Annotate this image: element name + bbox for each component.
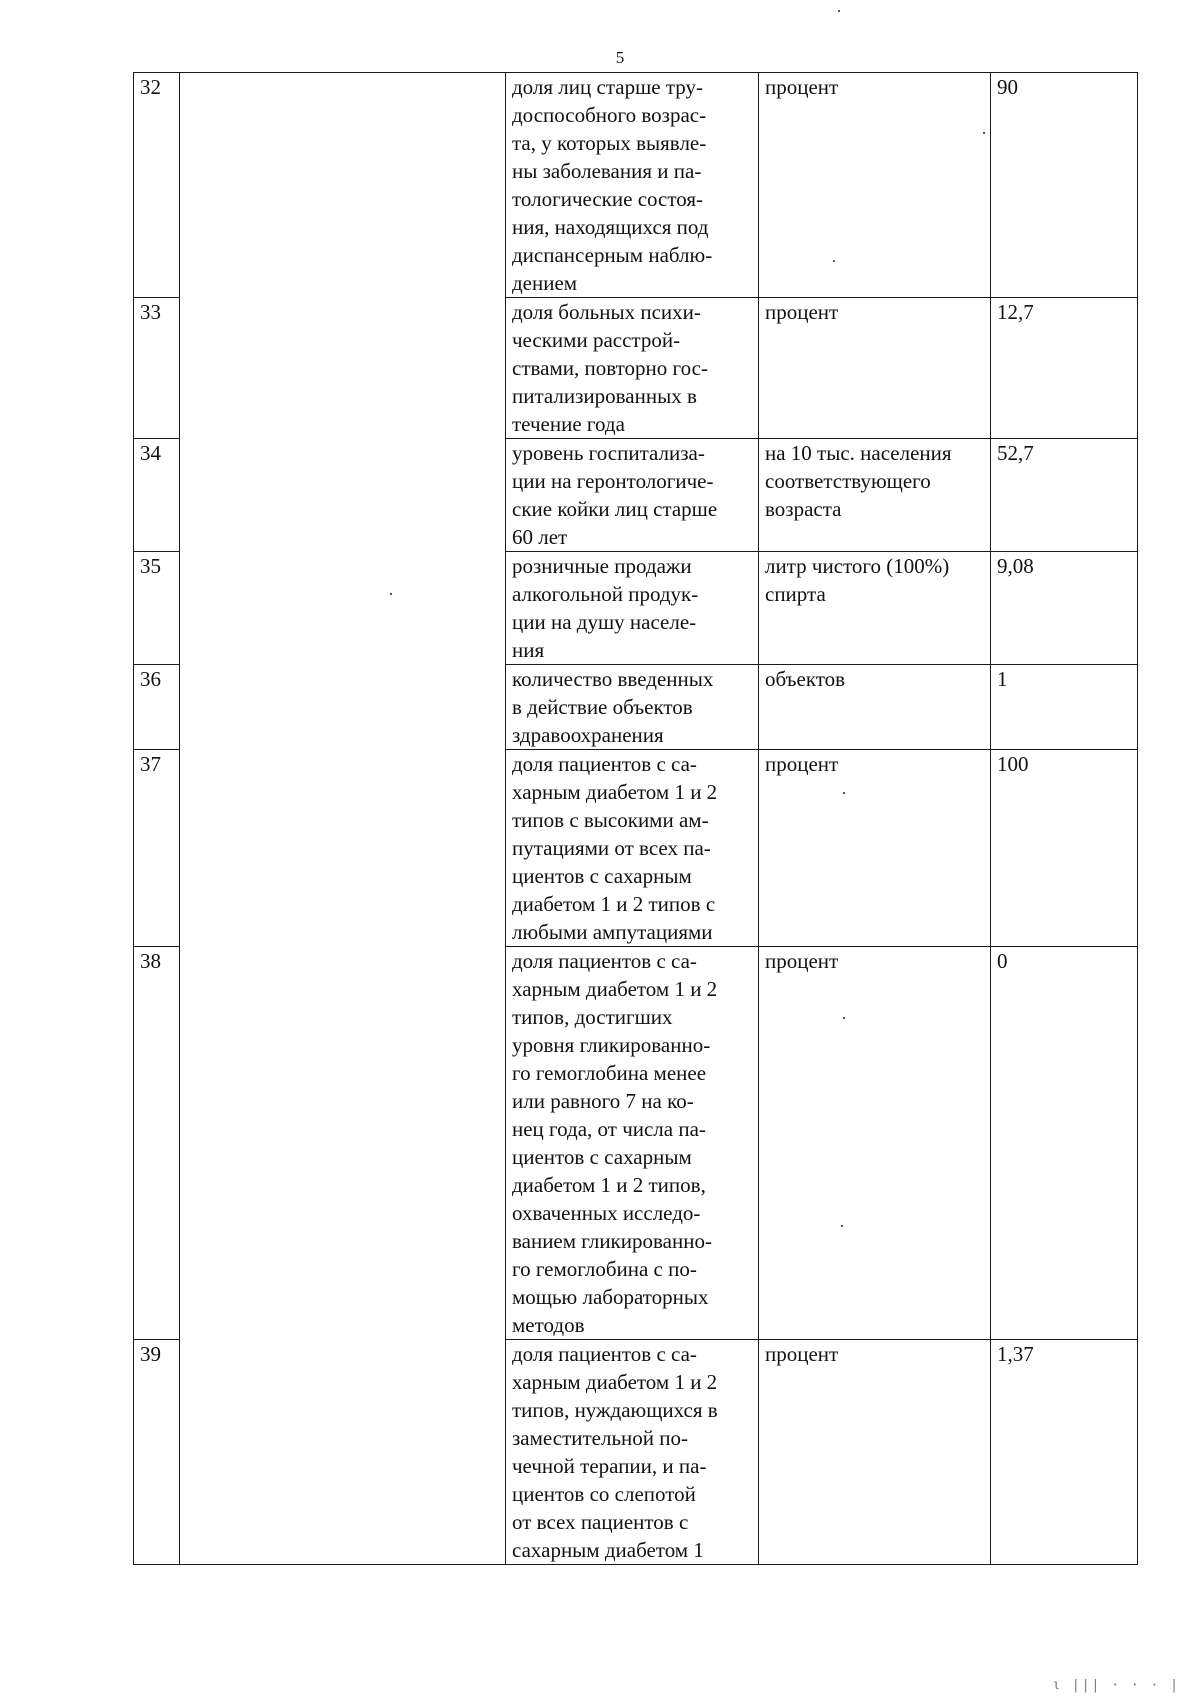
unit-text: процент xyxy=(765,752,839,776)
row-number: 39 xyxy=(140,1342,161,1366)
scan-corner-marks: ι ||| · · · | xyxy=(1052,1678,1180,1693)
page-number: 5 xyxy=(615,48,625,67)
unit-cell xyxy=(759,665,991,750)
unit-text: на 10 тыс. населения соответствующего возраста xyxy=(765,441,952,521)
scan-speck xyxy=(843,792,845,794)
row-number: 38 xyxy=(140,949,161,973)
scan-speck xyxy=(838,10,840,12)
row-number-cell xyxy=(134,1340,180,1565)
row-number-cell xyxy=(134,552,180,665)
value-text: 90 xyxy=(997,75,1018,99)
row-number: 35 xyxy=(140,554,161,578)
value-cell xyxy=(991,439,1138,552)
value-cell xyxy=(991,1340,1138,1565)
indicator-cell xyxy=(506,552,759,665)
indicator-cell xyxy=(506,439,759,552)
row-number-cell xyxy=(134,947,180,1340)
value-cell xyxy=(991,750,1138,947)
value-cell xyxy=(991,552,1138,665)
value-cell xyxy=(991,947,1138,1340)
value-text: 12,7 xyxy=(997,300,1034,324)
table-row xyxy=(134,73,1138,298)
indicator-text: доля пациентов с са- харным диабетом 1 и 2 типов с высокими ам- путациями от всех па- циентов с сахарным диабетом 1 и 2 типов с любыми ампутациями xyxy=(512,752,718,944)
unit-cell xyxy=(759,552,991,665)
value-cell xyxy=(991,73,1138,298)
unit-cell xyxy=(759,947,991,1340)
unit-cell xyxy=(759,298,991,439)
indicator-text: доля больных психи- ческими расстрой- ствами, повторно гос- питализированных в течение года xyxy=(512,300,708,436)
value-text: 1 xyxy=(997,667,1008,691)
row-number: 33 xyxy=(140,300,161,324)
row-number: 36 xyxy=(140,667,161,691)
row-number-cell xyxy=(134,298,180,439)
value-text: 100 xyxy=(997,752,1029,776)
indicator-cell xyxy=(506,73,759,298)
value-text: 0 xyxy=(997,949,1008,973)
row-number-cell xyxy=(134,750,180,947)
indicator-cell xyxy=(506,1340,759,1565)
value-cell xyxy=(991,298,1138,439)
indicator-text: розничные продажи алкогольной продук- ции на душу населе- ния xyxy=(512,554,699,662)
indicator-cell xyxy=(506,298,759,439)
indicator-text: количество введенных в действие объектов здравоохранения xyxy=(512,667,714,747)
scan-speck xyxy=(833,260,835,262)
value-text: 52,7 xyxy=(997,441,1034,465)
scan-speck xyxy=(390,593,392,595)
unit-text: процент xyxy=(765,949,839,973)
row-number-cell xyxy=(134,665,180,750)
unit-cell xyxy=(759,750,991,947)
unit-text: процент xyxy=(765,300,839,324)
row-number: 34 xyxy=(140,441,161,465)
program-name-cell xyxy=(180,73,506,1565)
indicator-text: доля лиц старше тру- доспособного возрас- та, у которых выявле- ны заболевания и па- тологические состоя- ния, находящихся под диспансерным наблю- дением xyxy=(512,75,713,295)
unit-text: процент xyxy=(765,75,839,99)
unit-text: процент xyxy=(765,1342,839,1366)
unit-text: объектов xyxy=(765,667,846,691)
row-number: 37 xyxy=(140,752,161,776)
row-number-cell xyxy=(134,439,180,552)
indicator-cell xyxy=(506,947,759,1340)
value-cell xyxy=(991,665,1138,750)
value-text: 9,08 xyxy=(997,554,1034,578)
indicators-table xyxy=(133,72,1138,1565)
indicator-text: уровень госпитализа- ции на геронтологиче- ские койки лиц старше 60 лет xyxy=(512,441,718,549)
scan-speck xyxy=(843,1017,845,1019)
indicator-cell xyxy=(506,750,759,947)
indicator-cell xyxy=(506,665,759,750)
unit-cell xyxy=(759,439,991,552)
value-text: 1,37 xyxy=(997,1342,1034,1366)
scan-speck xyxy=(841,1225,843,1227)
indicator-text: доля пациентов с са- харным диабетом 1 и 2 типов, нуждающихся в заместительной по- чечной терапии, и па- циентов со слепотой от всех пациентов с сахарным диабетом 1 xyxy=(512,1342,718,1562)
unit-cell xyxy=(759,73,991,298)
unit-text: литр чистого (100%) спирта xyxy=(765,554,950,606)
row-number: 32 xyxy=(140,75,161,99)
unit-cell xyxy=(759,1340,991,1565)
indicator-text: доля пациентов с са- харным диабетом 1 и 2 типов, достигших уровня гликированно- го гемоглобина менее или равного 7 на ко- нец года, от числа па- циентов с сахарным диабетом 1 и 2 типов, охваченных исследо- ванием гликированно- го гемоглобина с по- мощью лабораторных методов xyxy=(512,949,718,1337)
scan-speck xyxy=(983,132,985,134)
row-number-cell xyxy=(134,73,180,298)
